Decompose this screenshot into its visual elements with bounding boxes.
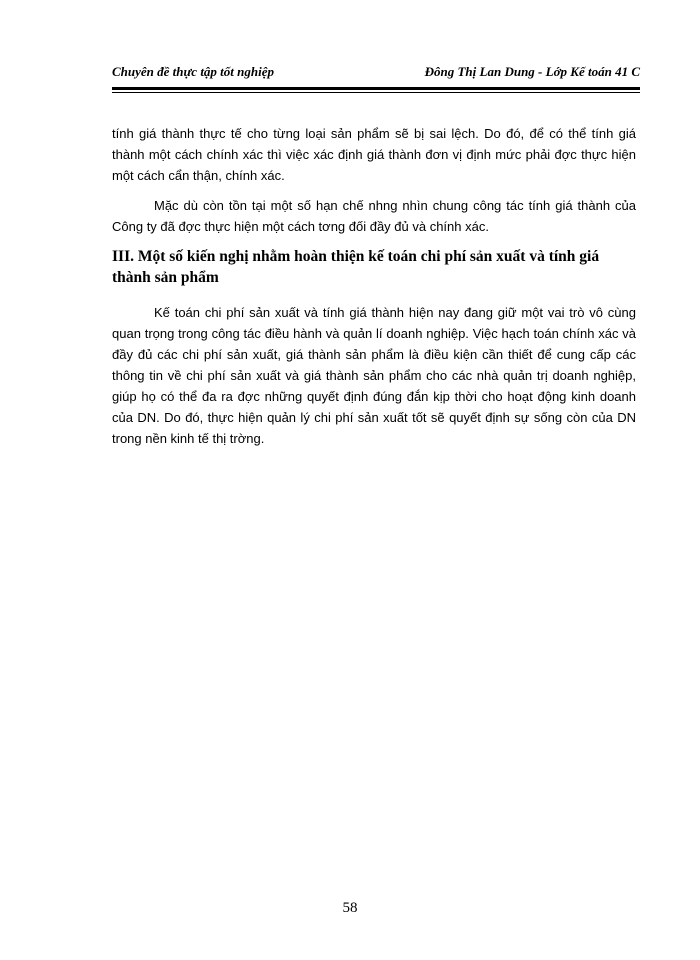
paragraph-recommendations: Kế toán chi phí sản xuất và tính giá thành hiện nay đang giữ một vai trò vô cùng quan trọng trong công tác điều hành và quản lí doanh nghiệp. Việc hạch toán chính xác và đầy đủ các chi phí sản xuất, giá thành sản phẩm là điều kiện cần thiết để cung cấp các thông tin về chi phí sản xuất và giá thành sản phẩm cho các nhà quản trị doanh nghiệp, giúp họ có thể đa ra đợc những quyết định đúng đắn kịp thời cho hoạt động kinh doanh của DN. Do đó, thực hiện quản lý chi phí sản xuất tốt sẽ quyết định sự sống còn của DN trong nền kinh tế thị trờng.: [112, 305, 636, 446]
section-heading: III. Một số kiến nghị nhằm hoàn thiện kế toán chi phí sản xuất và tính giá thành sản phẩm: [112, 248, 600, 286]
page-header: [112, 64, 640, 84]
page-number: 58: [342, 900, 358, 916]
page-body: [112, 123, 636, 458]
paragraph-continuation: tính giá thành thực tế cho từng loại sản phẩm sẽ bị sai lệch. Do đó, để có thể tính giá thành một cách chính xác thì việc xác định giá thành đơn vị định mức phải đợc thực hiện một cách cẩn thận, chính xác.: [112, 126, 636, 183]
header-rule-thick: [112, 87, 640, 90]
paragraph-limitations: Mặc dù còn tồn tại một số hạn chế nhng nhìn chung công tác tính giá thành của Công ty đã đợc thực hiện một cách tơng đối đầy đủ và chính xác.: [112, 198, 636, 234]
header-document-title: Chuyên đề thực tập tốt nghiệp: [112, 64, 274, 79]
header-author-class: Đông Thị Lan Dung - Lớp Kế toán 41 C: [424, 64, 640, 79]
header-rule-thin: [112, 92, 640, 93]
